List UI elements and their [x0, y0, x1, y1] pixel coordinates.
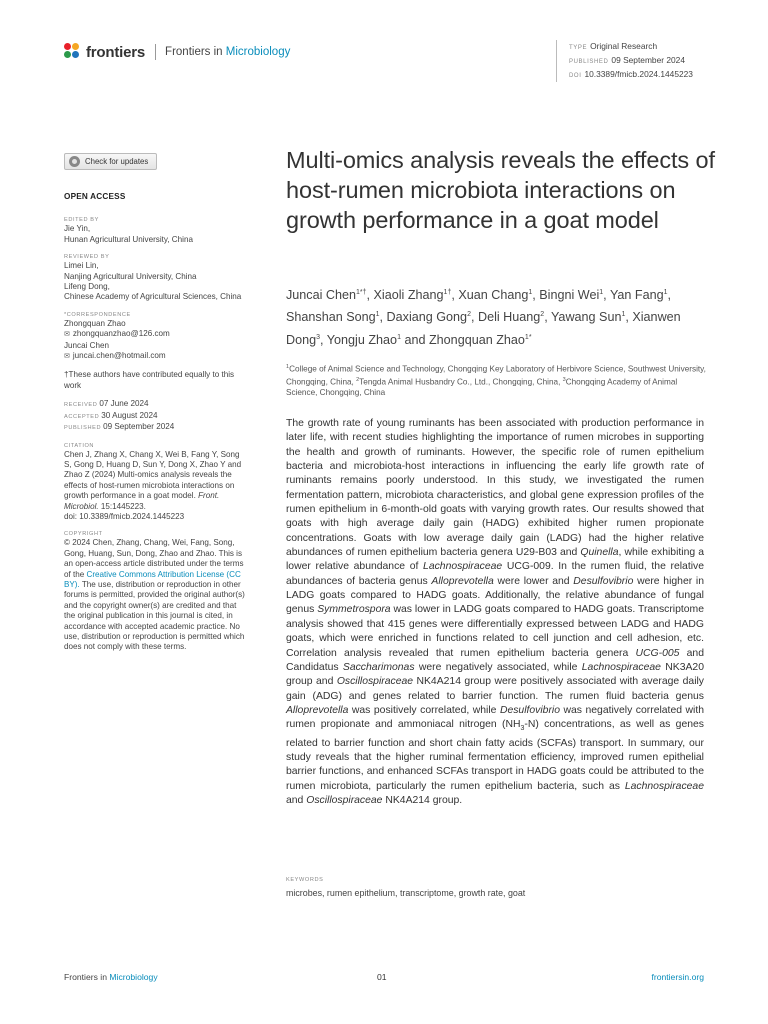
- corresponding-author-name: Zhongquan Zhao: [64, 318, 126, 328]
- abstract-text: were negatively associated, while: [414, 661, 582, 673]
- keywords-label: KEYWORDS: [286, 877, 324, 883]
- citation-doi[interactable]: doi: 10.3389/fmicb.2024.1445223: [64, 511, 185, 521]
- footer-journal-prefix: Frontiers in: [64, 972, 107, 982]
- article-meta: [556, 40, 693, 82]
- author-affiliation-marker: 2: [467, 311, 471, 319]
- editor-name: Jie Yin,: [64, 224, 91, 234]
- reviewer-name: Limei Lin,: [64, 261, 99, 271]
- citation-text: Chen J, Zhang X, Chang X, Wei B, Fang Y, Song S, Gong D, Huang D, Sun Y, Dong X, Zhao Y and Zhao Z (2024) Multi-omics analysis reveals the effects of host-rumen microbiota interactions on growth performance in a goat model.: [64, 449, 242, 501]
- author-name: Deli Huang: [477, 310, 541, 325]
- reviewers: [64, 261, 246, 303]
- journal-prefix: Frontiers in: [165, 46, 223, 58]
- copyright-label: COPYRIGHT: [64, 531, 103, 538]
- accepted-label: ACCEPTED: [64, 413, 100, 420]
- abstract-italic-term: Oscillospiraceae: [306, 795, 383, 807]
- author-name: Juncai Chen: [286, 288, 357, 303]
- author-name: Xiaoli Zhang: [373, 288, 444, 303]
- open-access-label: OPEN ACCESS: [64, 192, 126, 201]
- abstract-text: was positively correlated, while: [348, 704, 500, 716]
- check-for-updates-label: Check for updates: [85, 157, 149, 166]
- corresponding-email[interactable]: ✉ zhongquanzhao@126.com: [64, 329, 246, 340]
- author-affiliation-marker: 1*†: [356, 289, 367, 296]
- abstract-italic-term: Lachnospiraceae: [624, 780, 704, 792]
- copyright: [64, 538, 246, 652]
- author-name: Yawang Sun: [550, 310, 622, 325]
- author-affiliation-marker: 1†: [443, 289, 452, 296]
- copyright-text: © 2024 Chen, Zhang, Chang, Wei, Fang, Song, Gong, Huang, Sun, Dong, Zhao and Zhao. This is an open-access article distributed under the terms of the: [64, 538, 244, 579]
- citation-volume: 15:1445223.: [100, 501, 146, 511]
- author-affiliation-marker: 1: [663, 289, 668, 296]
- cc-by-license-link[interactable]: Creative Commons Attribution License (CC BY).: [64, 569, 241, 589]
- affiliation-marker: 2: [356, 376, 360, 383]
- abstract-italic-term: Oscillospiraceae: [336, 676, 414, 688]
- abstract-italic-term: Desulfovibrio: [499, 704, 560, 716]
- page-number: 01: [377, 972, 387, 982]
- author-name: Zhongquan Zhao: [428, 333, 525, 348]
- edited-by-label: EDITED BY: [64, 217, 99, 224]
- published-date: [64, 422, 246, 433]
- footer-site-link[interactable]: frontiersin.org: [651, 972, 704, 982]
- published-value: 09 September 2024: [103, 422, 175, 432]
- accepted-date: [64, 411, 246, 422]
- reviewer-affiliation: Nanjing Agricultural University, China: [64, 271, 197, 281]
- author-affiliation-marker: 3: [316, 333, 321, 341]
- corresponding-email[interactable]: ✉ juncai.chen@hotmail.com: [64, 351, 246, 362]
- frontiers-logo[interactable]: [64, 42, 290, 62]
- affiliation-marker: 3: [562, 376, 566, 383]
- abstract: [286, 417, 704, 808]
- meta-type-label: TYPE: [569, 45, 588, 51]
- logo-dot-green: [64, 51, 71, 58]
- abstract-italic-term: Lachnospiraceae: [423, 561, 503, 573]
- author-name: Xianwen Dong: [286, 310, 681, 348]
- journal-subject: Microbiology: [225, 46, 291, 58]
- correspondence-label: *CORRESPONDENCE: [64, 311, 131, 318]
- brand-name: frontiers: [86, 43, 146, 61]
- author-affiliation-marker: 1*: [524, 333, 532, 341]
- author-name: Xuan Chang: [458, 288, 529, 303]
- logo-divider: [155, 44, 156, 60]
- abstract-text: was lower in LADG goats compared to HADG goats. Transcriptome analysis showed that 415 genes were differentially expressed between LADG and HADG goats, which were enriched in functions related to cell junction and cell adhesion, etc. Correlation analysis revealed that rumen epithelium bacteria genera: [286, 604, 704, 659]
- author-list: Juncai Chen$^{1*\dagger}$, Xiaoli Zhang$^{1\dagger}$, Xuan Chang$^1$, Bingni Wei$^1$, Yan Fang$^1$, Shanshan Song$^1$, Daxiang Gong$^2$, Deli Huang$^2$, Yawang Sun$^1$, Xianwen Dong$^3$, Yongju Zhao$^1$ and Zhongquan Zhao$^{1*}$: [286, 288, 681, 348]
- footer-journal: [64, 972, 158, 982]
- abstract-text: , while exhibiting a lower relative abundance of: [286, 547, 704, 573]
- abstract-text: -N) concentrations, as well as genes related to barrier function and short chain fatty acids (SCFAs) transport. In summary, our study reveals that the higher ruminal fermentation efficiency, improved rumen epithelial barrier functions, and enhanced SCFAs transport in HADG goats could be attributed to the rumen microbiota, particularly the rumen epithelium bacteria, such as: [286, 719, 704, 792]
- affiliations: [286, 362, 706, 398]
- reviewer-name: Lifeng Dong,: [64, 282, 110, 292]
- check-for-updates-button[interactable]: [64, 153, 157, 170]
- author-name: Yongju Zhao: [326, 333, 398, 348]
- abstract-italic-term: Alloprevotella: [431, 575, 494, 587]
- logo-dot-orange: [72, 43, 79, 50]
- affiliation-text: Tengda Animal Husbandry Co., Ltd., Chongqing, China,: [359, 377, 563, 387]
- frontiers-logo-icon: [64, 43, 82, 61]
- editor-affiliation: Hunan Agricultural University, China: [64, 234, 193, 244]
- journal-name: [165, 46, 290, 58]
- abstract-italic-term: Symmetrospora: [317, 604, 391, 616]
- meta-published-label: PUBLISHED: [569, 59, 609, 65]
- logo-dot-blue: [72, 51, 79, 58]
- abstract-subscript: 3: [520, 725, 525, 733]
- logo-dot-red: [64, 43, 71, 50]
- author-affiliation-marker: 1: [599, 289, 604, 296]
- meta-type-value: Original Research: [590, 41, 658, 51]
- keywords: microbes, rumen epithelium, transcriptome, growth rate, goat: [286, 888, 526, 898]
- reviewed-by-label: REVIEWED BY: [64, 254, 110, 261]
- abstract-text: NK3A20 group and: [286, 661, 704, 688]
- meta-type: [569, 40, 693, 54]
- abstract-text: NK4A214 group were positively associated with average daily gain (ADG) and genes related to barrier function. The rumen fluid bacteria genus: [286, 676, 705, 702]
- abstract-text: UCG-009. In the rumen fluid, the relative abundances of bacteria genus: [286, 561, 705, 587]
- abstract-text: was negatively correlated with rumen propionate and ammoniacal nitrogen (NH: [286, 704, 704, 731]
- article-title: Multi-omics analysis reveals the effects of host-rumen microbiota interactions on growth performance in a goat model: [286, 147, 715, 233]
- accepted-value: 30 August 2024: [101, 410, 158, 420]
- equal-contribution-note: †These authors have contributed equally to this work: [64, 370, 235, 390]
- affiliation-marker: 1: [286, 364, 290, 370]
- abstract-text: The growth rate of young ruminants has been associated with production performance in later life, with recent studies highlighting the importance of rumen microbes in supporting the health and growth of ruminants. However, the specific role of rumen epithelium bacteria and microbiota-host interactions in influencing the early life growth rate of ruminants remains poorly understood. In this study, we investigated the rumen fermentation pattern, microbiota characteristics, and global gene expression profiles of the rumen epithelium in 6-month-old goats with varying growth rates. Our results showed that goats with high average daily gain (HADG) exhibited higher rumen propionate concentrations. Goats with low average daily gain (LADG) had the higher relative abundances of rumen epithelium bacteria genera U29-B03 and: [286, 418, 704, 559]
- correspondence: [64, 319, 246, 363]
- author-name: Yan Fang: [609, 288, 664, 303]
- received-date: [64, 399, 246, 410]
- author-name: Bingni Wei: [539, 288, 600, 303]
- citation-journal: Front. Microbiol.: [64, 491, 220, 511]
- author-name: Shanshan Song: [286, 310, 376, 325]
- author-affiliation-marker: 1: [621, 311, 626, 319]
- reviewer-affiliation: Chinese Academy of Agricultural Sciences, China: [64, 292, 242, 302]
- meta-published: [569, 54, 693, 68]
- editor: [64, 224, 246, 245]
- abstract-text: NK4A214 group.: [382, 795, 463, 807]
- abstract-italic-term: Alloprevotella: [286, 704, 349, 716]
- abstract-italic-term: UCG-005: [635, 647, 680, 659]
- affiliation-text: Chongqing Academy of Animal Science, Chongqing, China: [286, 377, 678, 398]
- update-icon: [69, 156, 80, 167]
- meta-doi-value[interactable]: 10.3389/fmicb.2024.1445223: [584, 69, 693, 79]
- author-affiliation-marker: 2: [540, 311, 545, 319]
- author-affiliation-marker: 1: [397, 333, 401, 341]
- copyright-text-2: The use, distribution or reproduction in other forums is permitted, provided the original author(s) and the copyright owner(s) are credited and that the original publication in this journal is cited, in accordance with accepted academic practice. No use, distribution or reproduction is permitted which does not comply with these terms.: [64, 579, 245, 652]
- published-label: PUBLISHED: [64, 425, 102, 432]
- left-sidebar: [64, 192, 246, 655]
- abstract-text: and: [286, 795, 307, 807]
- citation-label: CITATION: [64, 442, 95, 449]
- citation: [64, 450, 246, 523]
- meta-doi-label: DOI: [569, 73, 582, 79]
- received-value: 07 June 2024: [99, 399, 149, 409]
- abstract-italic-term: Quinella: [580, 547, 619, 559]
- received-label: RECEIVED: [64, 402, 98, 409]
- author-affiliation-marker: 1: [528, 289, 533, 296]
- abstract-text: were lower and: [493, 575, 574, 587]
- footer-journal-subject: Microbiology: [109, 972, 158, 982]
- corresponding-author-name: Juncai Chen: [64, 340, 109, 350]
- author-name: Daxiang Gong: [386, 310, 468, 325]
- dates: [64, 399, 246, 433]
- abstract-italic-term: Lachnospiraceae: [581, 661, 661, 673]
- affiliation-text: College of Animal Science and Technology, Chongqing Key Laboratory of Herbivore Science, Southwest University, Chongqing, China,: [286, 364, 706, 387]
- abstract-italic-term: Saccharimonas: [342, 661, 415, 673]
- author-affiliation-marker: 1: [375, 311, 380, 319]
- abstract-italic-term: Desulfovibrio: [573, 575, 634, 587]
- abstract-text: were higher in LADG goats compared to HADG goats. Additionally, the relative abundance of fungal genus: [286, 575, 704, 616]
- meta-doi: [569, 68, 693, 82]
- meta-published-value: 09 September 2024: [611, 55, 685, 65]
- abstract-text: and Candidatus: [286, 647, 704, 673]
